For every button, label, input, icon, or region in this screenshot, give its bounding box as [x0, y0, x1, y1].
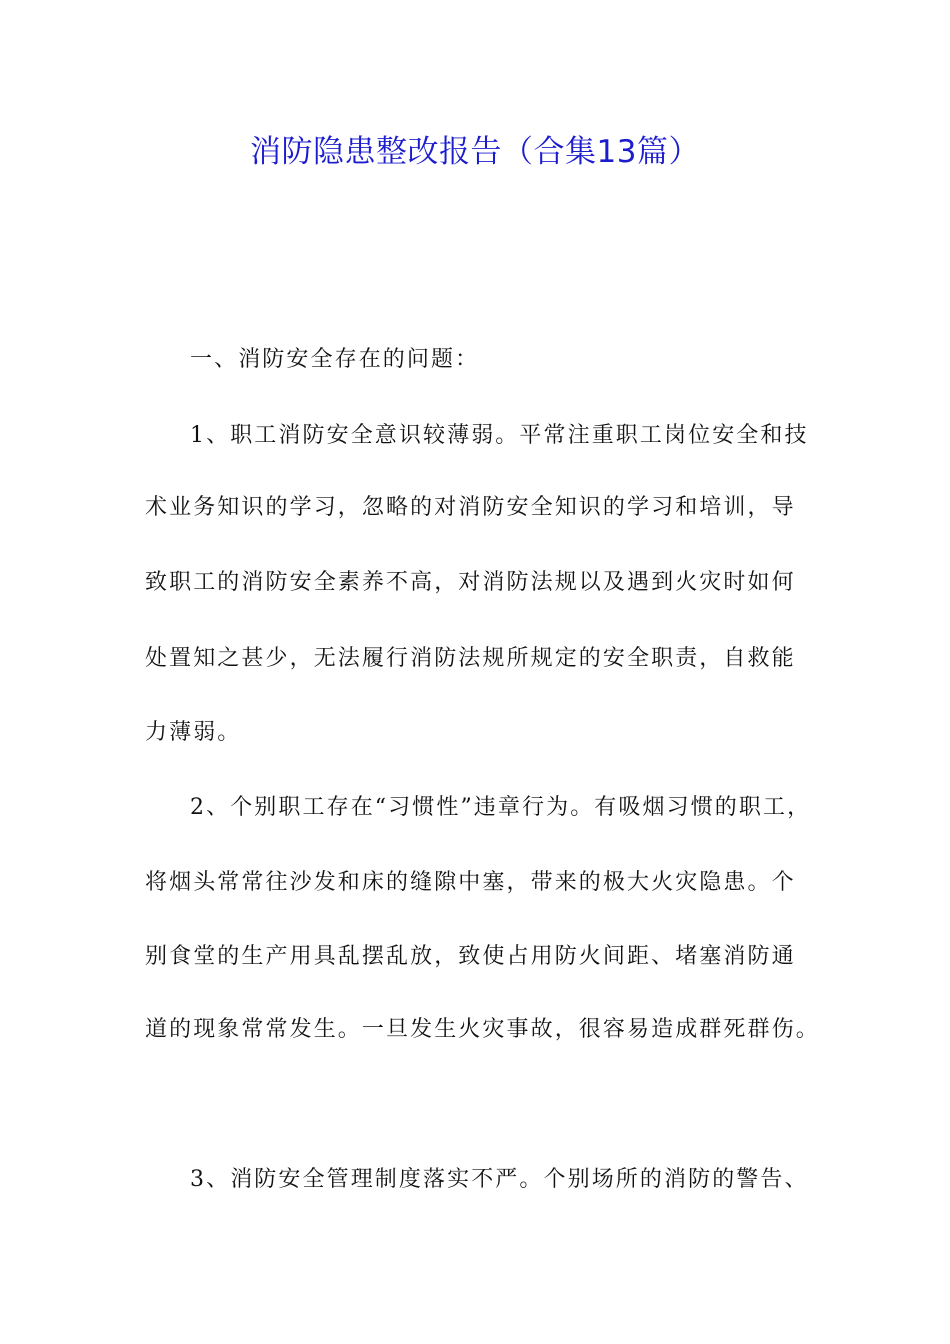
section-heading: 一、消防安全存在的问题：	[190, 347, 480, 372]
paragraph-1-line-2: 术业务知识的学习，忽略的对消防安全知识的学习和培训，导	[145, 495, 796, 520]
paragraph-2-line-3: 别食堂的生产用具乱摆乱放，致使占用防火间距、堵塞消防通	[145, 944, 796, 969]
paragraph-2-line-2: 将烟头常常往沙发和床的缝隙中塞，带来的极大火灾隐患。个	[145, 870, 796, 895]
paragraph-1-line-1: 1、职工消防安全意识较薄弱。平常注重职工岗位安全和技	[190, 423, 809, 448]
paragraph-1-line-3: 致职工的消防安全素养不高，对消防法规以及遇到火灾时如何	[145, 570, 796, 595]
paragraph-2-line-1: 2、个别职工存在“习惯性”违章行为。有吸烟习惯的职工，	[190, 795, 812, 820]
paragraph-1-line-4: 处置知之甚少，无法履行消防法规所规定的安全职责，自救能	[145, 646, 796, 671]
paragraph-2-line-4: 道的现象常常发生。一旦发生火灾事故，很容易造成群死群伤。	[145, 1017, 820, 1042]
paragraph-3-line-1: 3、消防安全管理制度落实不严。个别场所的消防的警告、	[190, 1167, 809, 1192]
paragraph-1-line-5: 力薄弱。	[145, 720, 242, 745]
document-title: 消防隐患整改报告（合集13篇）	[250, 134, 700, 170]
